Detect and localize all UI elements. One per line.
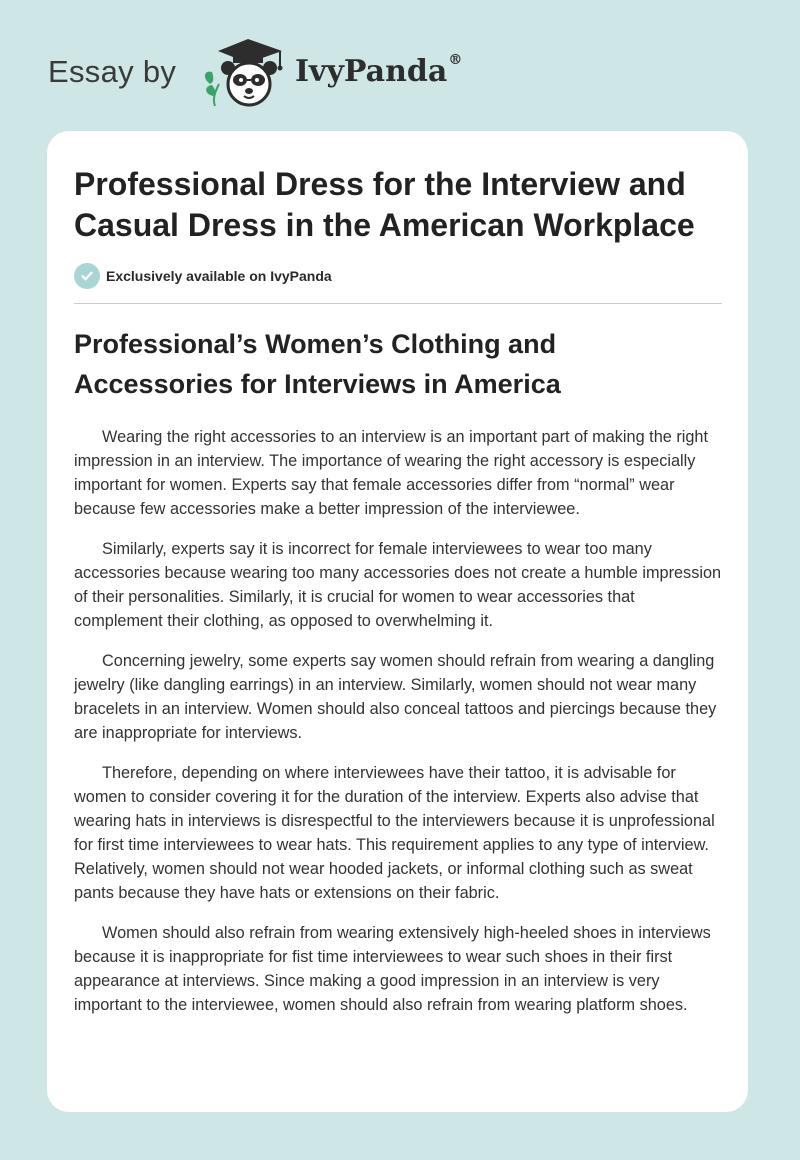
paragraph: Similarly, experts say it is incorrect for female interviewees to wear too many accessories because wearing too many accessories does not create a humble impression of their personalities. Similarly, it is crucial for women to wear accessories that complement their clothing, as opposed to overwhelming it. (74, 540, 722, 630)
exclusive-badge-text: Exclusively available on IvyPanda (106, 268, 332, 284)
brand-name: IvyPanda® (295, 52, 463, 89)
paragraph: Therefore, depending on where interviewees have their tattoo, it is advisable for women to consider covering it for the duration of the interview. Experts also advise that wearing hats in interviews is disrespectful to the interviewers because it is unprofessional for first time interviewees to wear hats. This requirement applies to any type of interview. Relatively, women should not wear hooded jackets, or informal clothing such as sweat pants because they have hats or extensions on their fabric. (74, 764, 715, 902)
paragraph: Wearing the right accessories to an interview is an important part of making the right impression in an interview. The importance of wearing the right accessory is especially important for women. Experts say that female accessories differ from “normal” wear because few accessories make a better impression of the interviewee. (74, 428, 709, 518)
panda-graduate-logo-icon (200, 34, 290, 108)
section-heading: Professional’s Women’s Clothing and Accessories for Interviews in America (74, 329, 561, 399)
registered-mark: ® (448, 52, 463, 68)
essay-body (74, 425, 722, 1033)
paragraph: Concerning jewelry, some experts say women should refrain from wearing a dangling jewelry (like dangling earrings) in an interview. Similarly, women should not wear many bracelets in an interview. Women should also conceal tattoos and piercings because they are inappropriate for interviews. (74, 652, 717, 742)
essay-by-label: Essay by (48, 54, 177, 89)
site-brand[interactable] (48, 34, 468, 104)
essay-title: Professional Dress for the Interview and Casual Dress in the American Workplace (74, 166, 695, 243)
essay-card (47, 131, 748, 1112)
divider (74, 303, 722, 304)
exclusive-badge (74, 263, 332, 289)
check-circle-icon (74, 263, 100, 289)
paragraph: Women should also refrain from wearing extensively high-heeled shoes in interviews because it is inappropriate for fist time interviewees to wear such shoes in their first appearance at interviews. Since making a good impression in an interview is very important to the interviewee, women should also refrain from wearing platform shoes. (74, 924, 711, 1014)
